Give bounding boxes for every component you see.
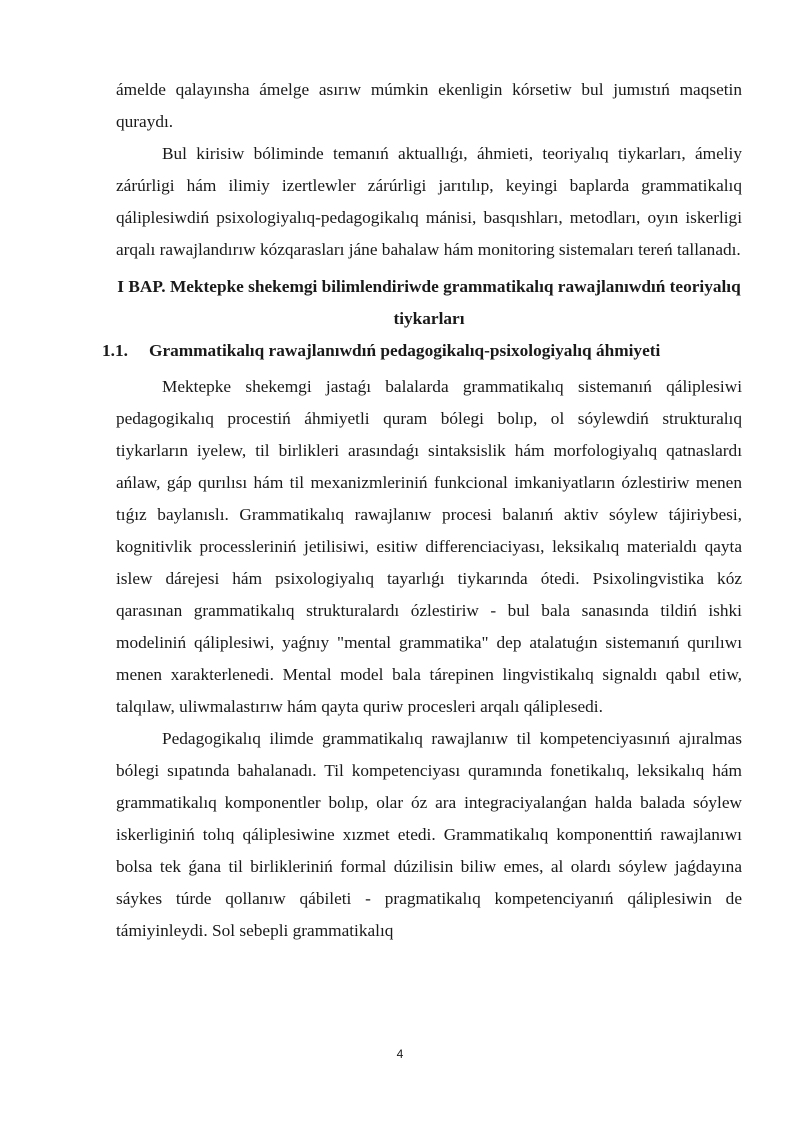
- page-number: 4: [396, 1047, 404, 1061]
- paragraph-section-2: Pedagogikalıq ilimde grammatikalıq rawajlanıw til kompetenciyasınıń ajıralmas bólegi sıpatında bahalanadı. Til kompetenciyası quramında fonetikalıq, leksikalıq hám grammatikalıq komponentler bolıp, olar óz ara integraciyalanǵan halda balada sóylew iskerliginiń tolıq qáliplesiwine xızmet etedi. Grammatikalıq komponenttiń rawajlanıwı bolsa tek ǵana til birlikleriniń formal dúzilisin biliw emes, al olardı sóylew jaǵdayına sáykes túrde qollanıw qábileti - pragmatikalıq kompetenciyanıń qáliplesiwin de támiyinleydi. Sol sebepli grammatikalıq: [116, 729, 742, 940]
- paragraph-intro-summary: Bul kirisiw bóliminde temanıń aktuallıǵı, áhmieti, teoriyalıq tiykarları, ámeliy zárúrligi hám ilimiy izertlewler zárúrligi jarıtılıp, keyingi baplarda grammatikalıq qáliplesiwdiń psixologiyalıq-pedagogikalıq mánisi, basqıshları, metodları, oyın iskerligi arqalı rawajlandırıw kózqarasları jáne bahalaw hám monitoring sistemaları tereń tallanadı.: [116, 144, 742, 259]
- chapter-title: I BAP. Mektepke shekemgi bilimlendiriwde grammatikalıq rawajlanıwdıń teoriyalıq tiykarları: [117, 277, 741, 328]
- paragraph-continued: ámelde qalayınsha ámelge asırıw múmkin ekenligin kórsetiw bul jumıstıń maqsetin quraydı.: [116, 80, 742, 131]
- section-number: 1.1.: [102, 341, 128, 360]
- section-title: Grammatikalıq rawajlanıwdıń pedagogikalıq-psixologiyalıq áhmiyeti: [149, 341, 661, 360]
- section-heading: [102, 335, 742, 367]
- document-page: [102, 74, 742, 947]
- paragraph-section-1: Mektepke shekemgi jastaǵı balalarda grammatikalıq sistemanıń qáliplesiwi pedagogikalıq procestiń áhmiyetli quram bólegi bolıp, ol sóylewdiń strukturalıq tiykarların iyelew, til birlikleri arasındaǵı sintaksislik hám morfologiyalıq qatnaslardı ańlaw, gáp qurılısı hám til mexanizmleriniń funkcional imkaniyatların ózlestiriw menen tıǵız baylanıslı. Grammatikalıq rawajlanıw procesi balanıń aktiv sóylew tájiriybesi, kognitivlik processleriniń jetilisiwi, esitiw differenciaciyası, leksikalıq materialdı qayta islew dárejesi hám psixologiyalıq tayarlıǵı tiykarında ótedi. Psixolingvistika kóz qarasınan grammatikalıq strukturalardı ózlestiriw - bul bala sanasında tildiń ishki modeliniń qáliplesiwi, yaǵnıy "mental grammatika" dep atalatuǵın sistemanıń qurılıwı menen xarakterlenedi. Mental model bala tárepinen lingvistikalıq signaldı qabıl etiw, talqılaw, uliwmalastırıw hám qayta quriw procesleri arqalı qáliplesedi.: [116, 377, 742, 716]
